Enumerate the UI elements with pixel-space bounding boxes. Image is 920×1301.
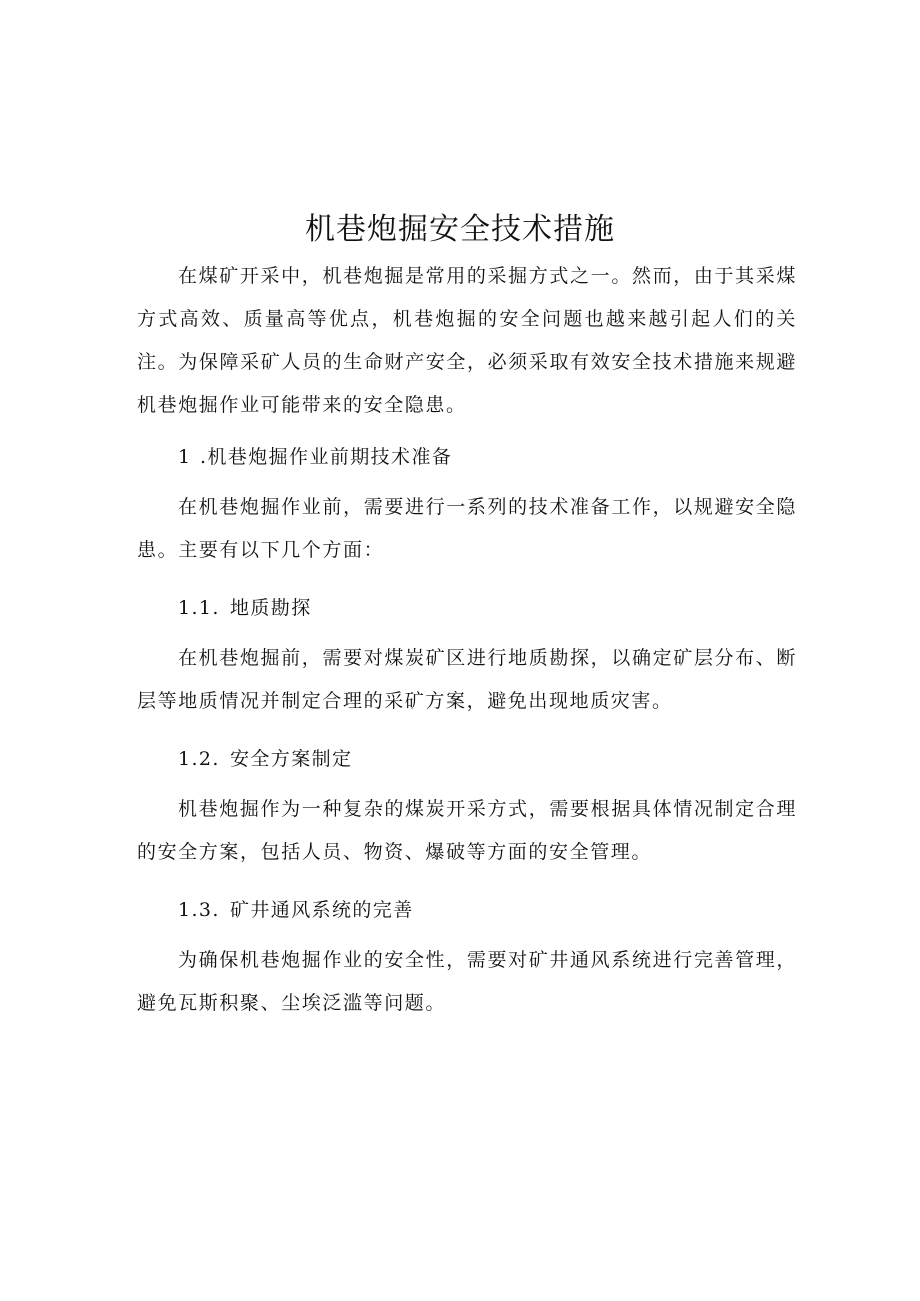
section-title: 安全方案制定	[230, 748, 353, 770]
section-title: 地质勘探	[230, 597, 312, 619]
intro-paragraph: 在煤矿开采中，机巷炮掘是常用的采掘方式之一。然而，由于其采煤方式高效、质量高等优点，机巷炮掘的安全问题也越来越引起人们的关注。为保障采矿人员的生命财产安全，必须采取有效安全技术措施来规避机巷炮掘作业可能带来的安全隐患。	[137, 265, 797, 416]
section-number: 1	[178, 446, 192, 468]
section-1-paragraph: 在机巷炮掘作业前，需要进行一系列的技术准备工作，以规避安全隐患。主要有以下几个方面：	[137, 496, 797, 561]
section-title: 矿井通风系统的完善	[230, 899, 414, 921]
section-1-1-paragraph: 在机巷炮掘前，需要对煤炭矿区进行地质勘探，以确定矿层分布、断层等地质情况并制定合理的采矿方案，避免出现地质灾害。	[137, 647, 797, 712]
section-1-3-heading	[178, 895, 778, 925]
section-1-2-heading	[178, 744, 778, 774]
section-number: 1.3.	[178, 899, 220, 921]
section-number: 1.2.	[178, 748, 220, 770]
section-title: .机巷炮掘作业前期技术准备	[200, 446, 453, 468]
section-1-heading	[178, 442, 778, 472]
section-1-2-paragraph: 机巷炮掘作为一种复杂的煤炭开采方式，需要根据具体情况制定合理的安全方案，包括人员、物资、爆破等方面的安全管理。	[137, 798, 797, 863]
document-title: 机巷炮掘安全技术措施	[305, 212, 615, 247]
section-1-3-paragraph: 为确保机巷炮掘作业的安全性，需要对矿井通风系统进行完善管理，避免瓦斯积聚、尘埃泛滥等问题。	[137, 949, 797, 1014]
section-number: 1.1.	[178, 597, 220, 619]
section-1-1-heading	[178, 593, 778, 623]
